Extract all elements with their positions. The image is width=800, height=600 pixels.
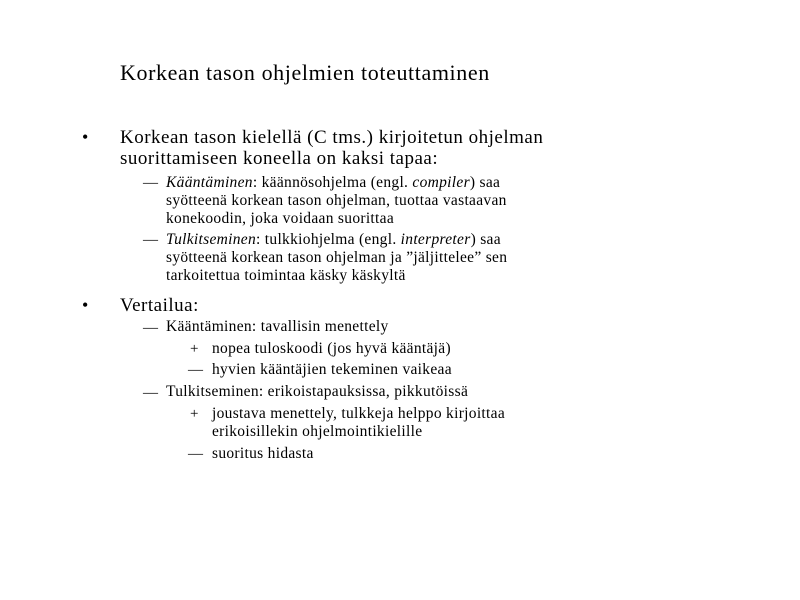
sub1-label: Kääntäminen: tavallisin menettely [166,318,389,335]
bullet-icon: • [82,127,89,147]
sub2-label: Tulkitseminen: erikoistapauksissa, pikkutöissä [166,383,469,400]
sub2-minus: suoritus hidasta [212,445,314,462]
item2-term2: interpreter [400,231,471,248]
item2-text-a: : tulkkiohjelma (engl. [256,231,401,248]
item1-line3: konekoodin, joka voidaan suorittaa [166,210,395,227]
slide-title: Korkean tason ohjelmien toteuttaminen [120,60,490,85]
sub2-plus-line1: joustava menettely, tulkkeja helppo kirjoittaa [212,405,506,422]
dash-icon: — [143,385,158,401]
item2-line2: syötteenä korkean tason ohjelman ja ”jäljittelee” sen [166,249,508,266]
sub1-plus: nopea tuloskoodi (jos hyvä kääntäjä) [212,340,451,357]
item1-text-a: : käännösohjelma (engl. [252,174,413,191]
item1-text-b: ) saa [469,174,501,191]
item2-term: Tulkitseminen [166,231,257,248]
item1-line1 [166,174,500,192]
plus-icon: + [190,341,199,357]
item2-line1 [166,231,501,249]
minus-icon: — [188,362,203,378]
item1-term2: compiler [412,174,470,191]
item1-term: Kääntäminen [166,174,253,191]
section1-line2: suorittamiseen koneella on kaksi tapaa: [120,148,439,169]
item2-line3: tarkoitettua toimintaa käsky käskyltä [166,267,406,284]
section1-line1: Korkean tason kielellä (C tms.) kirjoitetun ohjelman [120,127,544,148]
section2-line1: Vertailua: [120,295,199,316]
dash-icon: — [143,175,158,191]
sub2-plus-line2: erikoisillekin ohjelmointikielille [212,423,423,440]
item2-text-b: ) saa [470,231,501,248]
minus-icon: — [188,446,203,462]
dash-icon: — [143,232,158,248]
bullet-icon: • [82,295,89,315]
plus-icon: + [190,406,199,422]
item1-line2: syötteenä korkean tason ohjelman, tuottaa vastaavan [166,192,507,209]
sub1-minus: hyvien kääntäjien tekeminen vaikeaa [212,361,452,378]
dash-icon: — [143,320,158,336]
